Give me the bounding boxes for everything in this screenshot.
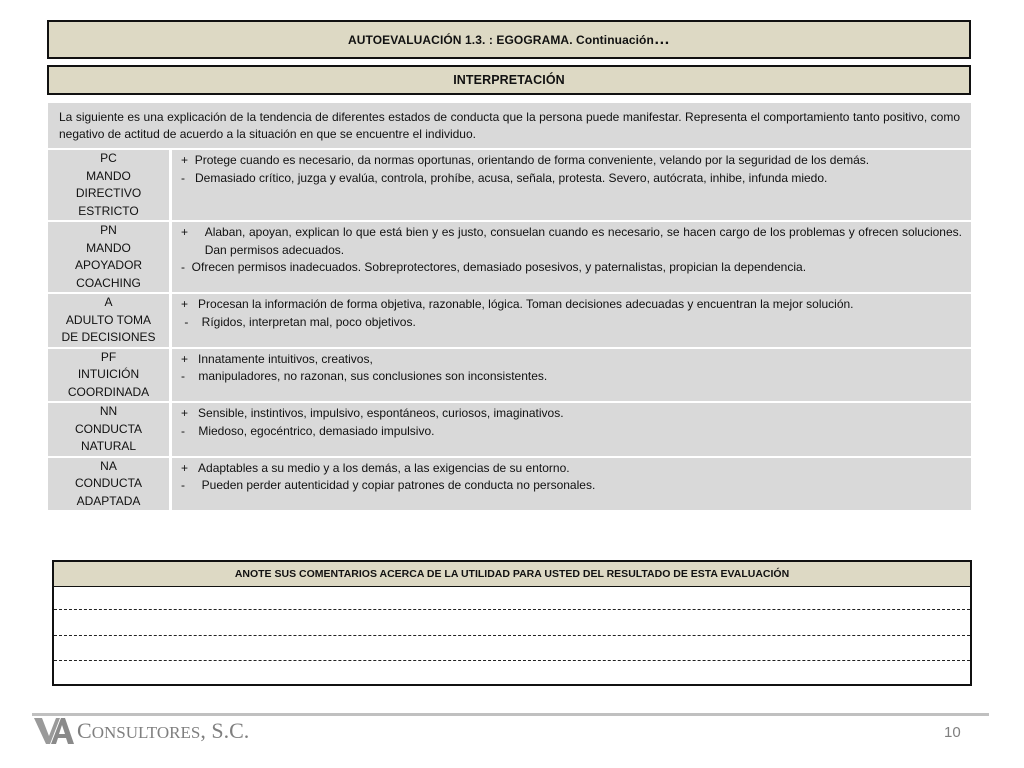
description-text: Pueden perder autenticidad y copiar patrones de conducta no personales. (201, 478, 596, 492)
state-label-line: CONDUCTA (74, 476, 143, 490)
description-text: Innatamente intuitivos, creativos, (198, 351, 373, 366)
description-line (181, 296, 962, 314)
table-row (48, 349, 971, 402)
state-description (172, 349, 971, 402)
description-line (181, 152, 962, 170)
state-label (48, 349, 169, 402)
state-label (48, 294, 169, 347)
description-line (181, 170, 962, 188)
page-title-text: AUTOEVALUACIÓN 1.3. : EGOGRAMA. Continuación (347, 32, 654, 47)
state-label-line: INTUICIÓN (77, 367, 140, 381)
description-sign: + (181, 351, 199, 366)
state-label-line: ESTRICTO (78, 203, 139, 218)
table-row (48, 294, 971, 347)
description-sign: - (181, 478, 202, 492)
description-line (181, 460, 962, 478)
description-line (181, 405, 962, 423)
state-label-line: APOYADOR (74, 258, 143, 272)
interpretation-table (48, 101, 971, 512)
page-number: 10 (944, 724, 961, 741)
table-row (48, 150, 971, 220)
state-description (172, 458, 971, 511)
state-label-line: PC (100, 151, 117, 165)
description-line (181, 477, 962, 495)
state-label (48, 403, 169, 456)
state-description (172, 294, 971, 347)
state-label (48, 150, 169, 220)
state-label-line: A (104, 295, 113, 309)
state-label-line: MANDO (86, 240, 131, 255)
description-text: Alaban, apoyan, explican lo que está bien y es justo, consuelan cuando es necesario, se hacen cargo de los problemas y ofrecen soluciones. Dan permisos adecuados. (204, 225, 962, 257)
comments-box (52, 560, 972, 686)
state-label-line: CONDUCTA (74, 421, 143, 436)
description-sign: - (181, 423, 199, 438)
page-title (47, 20, 971, 59)
description-sign: + (181, 406, 199, 420)
description-line (181, 368, 962, 386)
description-text: Ofrecen permisos inadecuados. Sobreprotectores, demasiado posesivos, y paternalistas, propician la dependencia. (191, 260, 807, 274)
state-label-line: PN (100, 223, 117, 237)
va-monogram-icon (34, 718, 74, 744)
intro-row (48, 103, 971, 148)
state-label-line: MANDO (86, 168, 131, 183)
state-label-line: NATURAL (80, 439, 137, 453)
description-sign: - (181, 260, 192, 274)
description-line (181, 314, 962, 332)
company-logo (34, 716, 249, 746)
intro-text: La siguiente es una explicación de la tendencia de diferentes estados de conducta que la persona puede manifestar. Representa el comportamiento tanto positivo, como negativo de actitud de acuerdo a la situación en que se encuentre el individuo. (48, 103, 971, 148)
section-title-text: INTERPRETACIÓN (453, 73, 565, 87)
description-line (181, 224, 962, 259)
state-label-line: NA (100, 458, 117, 473)
state-description (172, 222, 971, 292)
page-title-ellipsis: … (653, 30, 671, 48)
state-label-line: ADAPTADA (76, 493, 141, 508)
description-text: Procesan la información de forma objetiva, razonable, lógica. Toman decisiones adecuadas y encuentran la mejor solución. (198, 297, 854, 311)
comments-header-text: ANOTE SUS COMENTARIOS ACERCA DE LA UTILIDAD PARA USTED DEL RESULTADO DE ESTA EVALUACIÓN (234, 568, 790, 580)
description-text: Adaptables a su medio y a los demás, a las exigencias de su entorno. (198, 460, 570, 475)
description-text: Rígidos, interpretan mal, poco objetivos. (201, 314, 416, 329)
company-logo-wordmark: CONSULTORES, S.C. (77, 718, 250, 743)
description-sign: - (181, 314, 202, 329)
state-label (48, 458, 169, 511)
table-row (48, 458, 971, 511)
comment-line[interactable] (54, 660, 970, 661)
state-description (172, 150, 971, 220)
state-label-line: NN (99, 404, 118, 418)
state-label-line: DIRECTIVO (75, 186, 142, 200)
state-label-line: DE DECISIONES (61, 330, 156, 344)
description-line (181, 259, 962, 277)
state-label-line: COORDINADA (67, 384, 150, 399)
description-line (181, 351, 962, 369)
state-label-line: PF (100, 349, 117, 364)
comments-header (54, 562, 970, 587)
description-sign: + (181, 225, 205, 239)
description-text: Protege cuando es necesario, da normas oportunas, orientando de forma conveniente, velando por la seguridad de los demás. (194, 153, 870, 167)
description-text: Miedoso, egocéntrico, demasiado impulsivo. (198, 423, 435, 438)
comment-line[interactable] (54, 609, 970, 610)
comment-line[interactable] (54, 635, 970, 636)
description-sign: - (181, 170, 195, 185)
description-sign: - (181, 369, 199, 383)
state-label-line: ADULTO TOMA (65, 312, 152, 327)
description-sign: + (181, 153, 195, 167)
description-text: Demasiado crítico, juzga y evalúa, controla, prohíbe, acusa, señala, protesta. Severo, autócrata, inhibe, infunda miedo. (195, 170, 828, 185)
description-sign: + (181, 297, 199, 311)
description-line (181, 423, 962, 441)
table-row (48, 222, 971, 292)
description-sign: + (181, 460, 199, 475)
state-label (48, 222, 169, 292)
state-label-line: COACHING (76, 275, 141, 290)
state-description (172, 403, 971, 456)
description-text: Sensible, instintivos, impulsivo, espontáneos, curiosos, imaginativos. (198, 406, 564, 420)
table-row (48, 403, 971, 456)
description-text: manipuladores, no razonan, sus conclusiones son inconsistentes. (198, 369, 548, 383)
section-title (47, 65, 971, 95)
